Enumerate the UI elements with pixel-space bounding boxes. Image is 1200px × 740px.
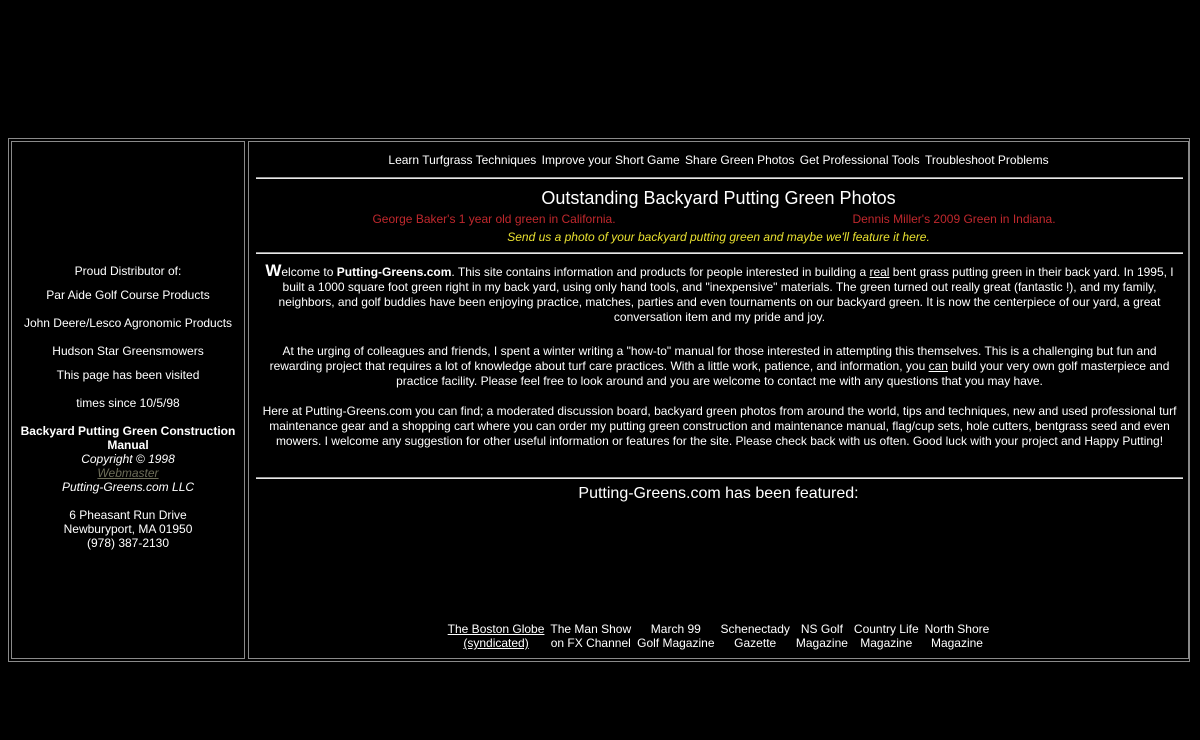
- nav-get-professional-tools[interactable]: Get Professional Tools: [799, 153, 920, 167]
- media-label: Magazine: [860, 636, 913, 650]
- featured-media-list: [249, 622, 1188, 650]
- copyright: Copyright © 1998: [81, 452, 175, 466]
- media-label: Schenectady: [720, 622, 790, 636]
- welcome-paragraph-1: [256, 263, 1183, 325]
- top-nav: [249, 153, 1188, 167]
- emphasis-can: can: [928, 359, 948, 373]
- media-label: Country Life: [853, 622, 919, 636]
- company-name: Putting-Greens.com LLC: [61, 480, 195, 494]
- media-link[interactable]: (syndicated): [463, 636, 529, 650]
- divider: [256, 177, 1183, 179]
- nav-learn-turfgrass[interactable]: Learn Turfgrass Techniques: [388, 153, 537, 167]
- brand-par-aide: Par Aide Golf Course Products: [46, 288, 210, 302]
- photos-title: Outstanding Backyard Putting Green Photos: [541, 188, 896, 208]
- nav-improve-short-game[interactable]: Improve your Short Game: [541, 153, 680, 167]
- media-boston-globe[interactable]: [448, 622, 545, 650]
- divider: [256, 477, 1183, 479]
- visit-counter-text: This page has been visited: [56, 368, 200, 382]
- media-label: on FX Channel: [550, 636, 631, 650]
- welcome-text: bent grass putting green in their back yard. In 1995, I built a 1000 square foot green right in my back yard, using only hand tools, and "inexpensive" materials. The green turned out really great (fantastic !), and my family, neighbors, and golf buddies have been enjoying practice, matches, parties and even tournaments on our backyard green. It is now the centerpiece of our yard, a great conversation item and my pride and joy.: [278, 265, 1174, 324]
- media-label: Magazine: [795, 636, 848, 650]
- media-golf-magazine: [637, 622, 714, 650]
- site-name: Putting-Greens.com: [336, 265, 452, 279]
- content-area: [248, 141, 1189, 659]
- media-north-shore: [925, 622, 990, 650]
- visit-since-text: times since 10/5/98: [76, 396, 180, 410]
- media-label: Golf Magazine: [637, 636, 715, 650]
- welcome-paragraph-3: Here at Putting-Greens.com you can find; a moderated discussion board, backyard green photos from around the world, tips and techniques, new and used professional turf maintenance gear and a shopping cart where you can order my putting green construction and maintenance manual, flag/cup sets, hole cutters, bentgrass seed and even mowers. I welcome any suggestion for other useful information or features for the site. Please check back with us often. Good luck with your project and Happy Putting!: [262, 404, 1177, 448]
- media-label: NS Golf: [800, 622, 843, 636]
- welcome-text: . This site contains information and products for people interested in building a: [451, 265, 870, 279]
- photo-caption-right[interactable]: Dennis Miller's 2009 Green in Indiana.: [852, 212, 1056, 226]
- brand-hudson-star: Hudson Star Greensmowers: [52, 344, 204, 358]
- manual-title: Backyard Putting Green Construction Manual: [20, 424, 236, 452]
- welcome-text: build your very own golf masterpiece and practice facility. Please feel free to look around and you are welcome to contact me with any questions that you may have.: [396, 359, 1170, 388]
- emphasis-real: real: [869, 265, 890, 279]
- address-line1: 6 Pheasant Run Drive: [69, 508, 187, 522]
- brand-john-deere: John Deere/Lesco Agronomic Products: [23, 316, 233, 330]
- distributor-heading: Proud Distributor of:: [74, 264, 182, 278]
- media-label: Gazette: [734, 636, 777, 650]
- welcome-paragraph-2: [256, 344, 1183, 389]
- submit-photo-prompt[interactable]: Send us a photo of your backyard putting green and maybe we'll feature it here.: [507, 230, 930, 244]
- nav-troubleshoot-problems[interactable]: Troubleshoot Problems: [924, 153, 1049, 167]
- sidebar: [11, 141, 245, 659]
- media-man-show: [550, 622, 631, 650]
- photo-caption-left[interactable]: George Baker's 1 year old green in California.: [372, 212, 616, 226]
- media-ns-golf: [796, 622, 848, 650]
- drop-cap: W: [265, 261, 282, 280]
- media-label: March 99: [650, 622, 701, 636]
- divider: [256, 252, 1183, 254]
- media-schenectady-gazette: [721, 622, 790, 650]
- nav-share-green-photos[interactable]: Share Green Photos: [685, 153, 795, 167]
- media-label: Magazine: [930, 636, 983, 650]
- main-layout-table: [8, 138, 1190, 662]
- webmaster-link[interactable]: Webmaster: [97, 466, 159, 480]
- phone-number: (978) 387-2130: [86, 536, 170, 550]
- welcome-text: elcome to: [281, 265, 337, 279]
- media-label: The Man Show: [550, 622, 632, 636]
- media-link[interactable]: The Boston Globe: [447, 622, 545, 636]
- welcome-text: At the urging of colleagues and friends, I spent a winter writing a "how-to" manual for those interested in attempting this themselves. This is a challenging but fun and rewarding project that requires a lot of knowledge about turf care practices. With a little work, patience, and information, you: [269, 344, 1157, 373]
- address-line2: Newburyport, MA 01950: [63, 522, 193, 536]
- media-label: North Shore: [924, 622, 990, 636]
- featured-heading: Putting-Greens.com has been featured:: [578, 485, 859, 502]
- media-country-life: [854, 622, 919, 650]
